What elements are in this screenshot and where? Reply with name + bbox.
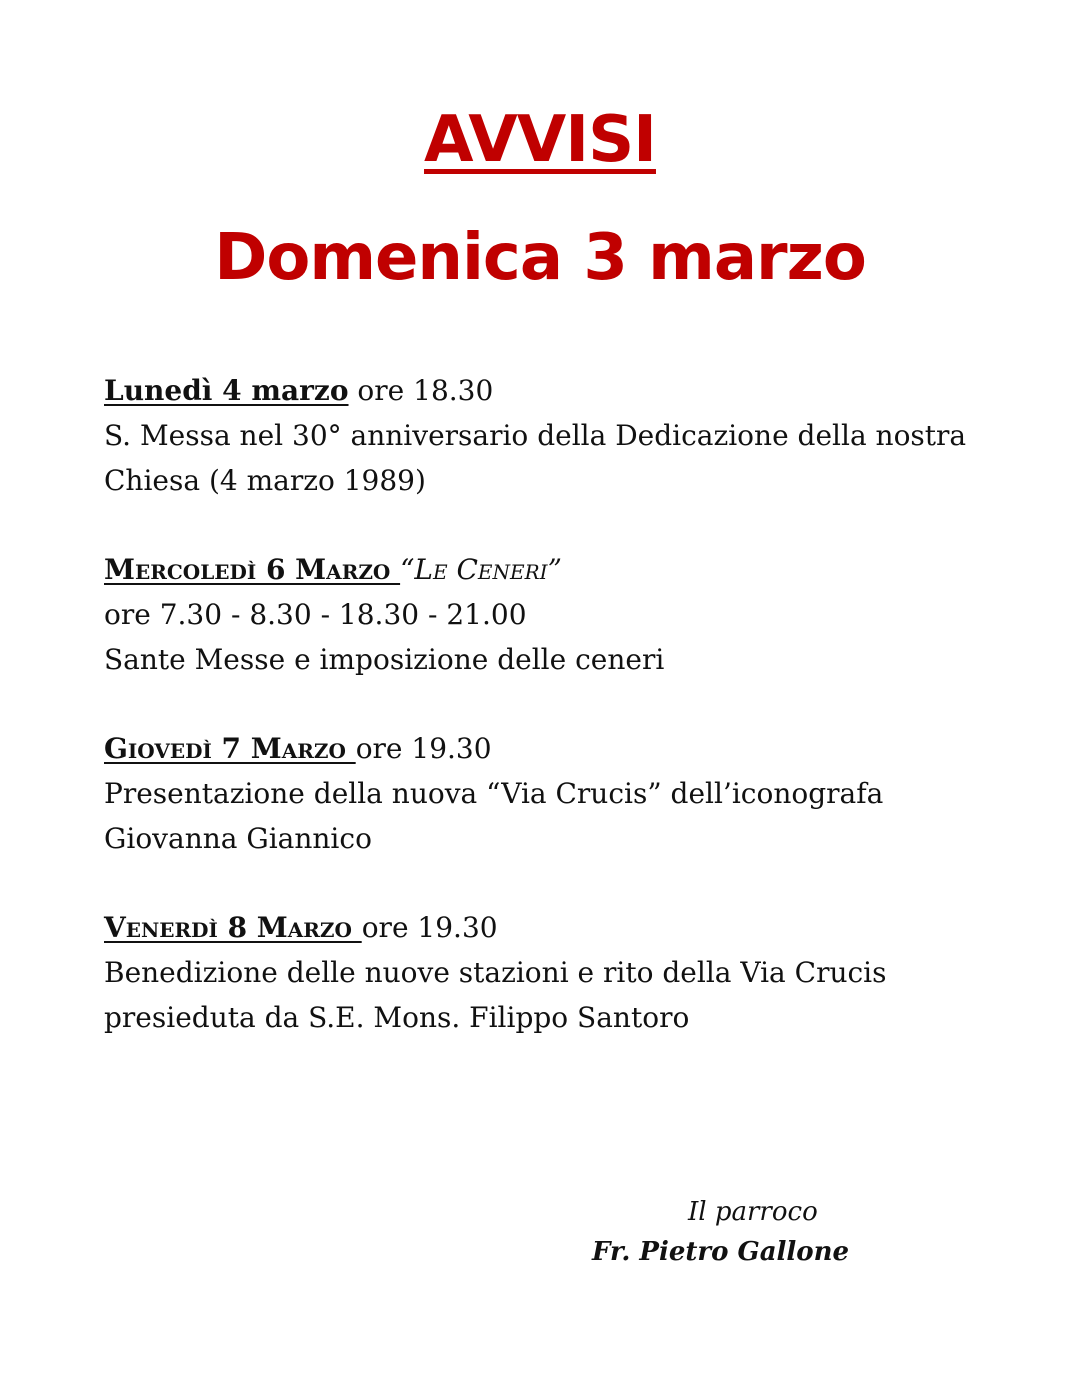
event-heading	[104, 368, 1004, 413]
event-note: “Le Ceneri”	[400, 553, 562, 586]
event-day: Mercoledì 6 Marzo	[104, 553, 401, 586]
event-item-friday	[104, 905, 1004, 1040]
event-time: ore 18.30	[348, 374, 494, 407]
event-description-line: Giovanna Giannico	[104, 822, 372, 855]
event-day: Venerdì 8 Marzo	[104, 911, 362, 944]
event-description-line: Sante Messe e imposizione delle ceneri	[104, 643, 665, 676]
event-description-line: presieduta da S.E. Mons. Filippo Santoro	[104, 1001, 690, 1034]
event-day: Giovedì 7 Marzo	[104, 732, 356, 765]
event-day: Lunedì 4 marzo	[104, 374, 349, 407]
signature-name: Fr. Pietro Gallone	[592, 1237, 850, 1267]
events-list	[104, 368, 1004, 1084]
event-item-monday	[104, 368, 1004, 503]
event-description-line: S. Messa nel 30° anniversario della Dedicazione della nostra	[104, 419, 967, 452]
signature-role: Il parroco	[688, 1197, 818, 1227]
event-description-line: Benedizione delle nuove stazioni e rito della Via Crucis	[104, 956, 887, 989]
event-description-line: Chiesa (4 marzo 1989)	[104, 464, 426, 497]
event-item-wednesday	[104, 547, 1004, 682]
page-title	[0, 103, 1080, 177]
event-heading	[104, 547, 1004, 592]
event-time: ore 19.30	[355, 732, 492, 765]
page-subtitle-date: Domenica 3 marzo	[214, 221, 866, 295]
event-time: ore 19.30	[361, 911, 498, 944]
event-heading	[104, 726, 1004, 771]
event-description-line: Presentazione della nuova “Via Crucis” dell’iconografa	[104, 777, 884, 810]
event-heading	[104, 905, 1004, 950]
title-avvisi: AVVISI	[424, 103, 656, 177]
event-description-line: ore 7.30 - 8.30 - 18.30 - 21.00	[104, 598, 527, 631]
event-item-thursday	[104, 726, 1004, 861]
signature-block	[560, 1192, 880, 1272]
